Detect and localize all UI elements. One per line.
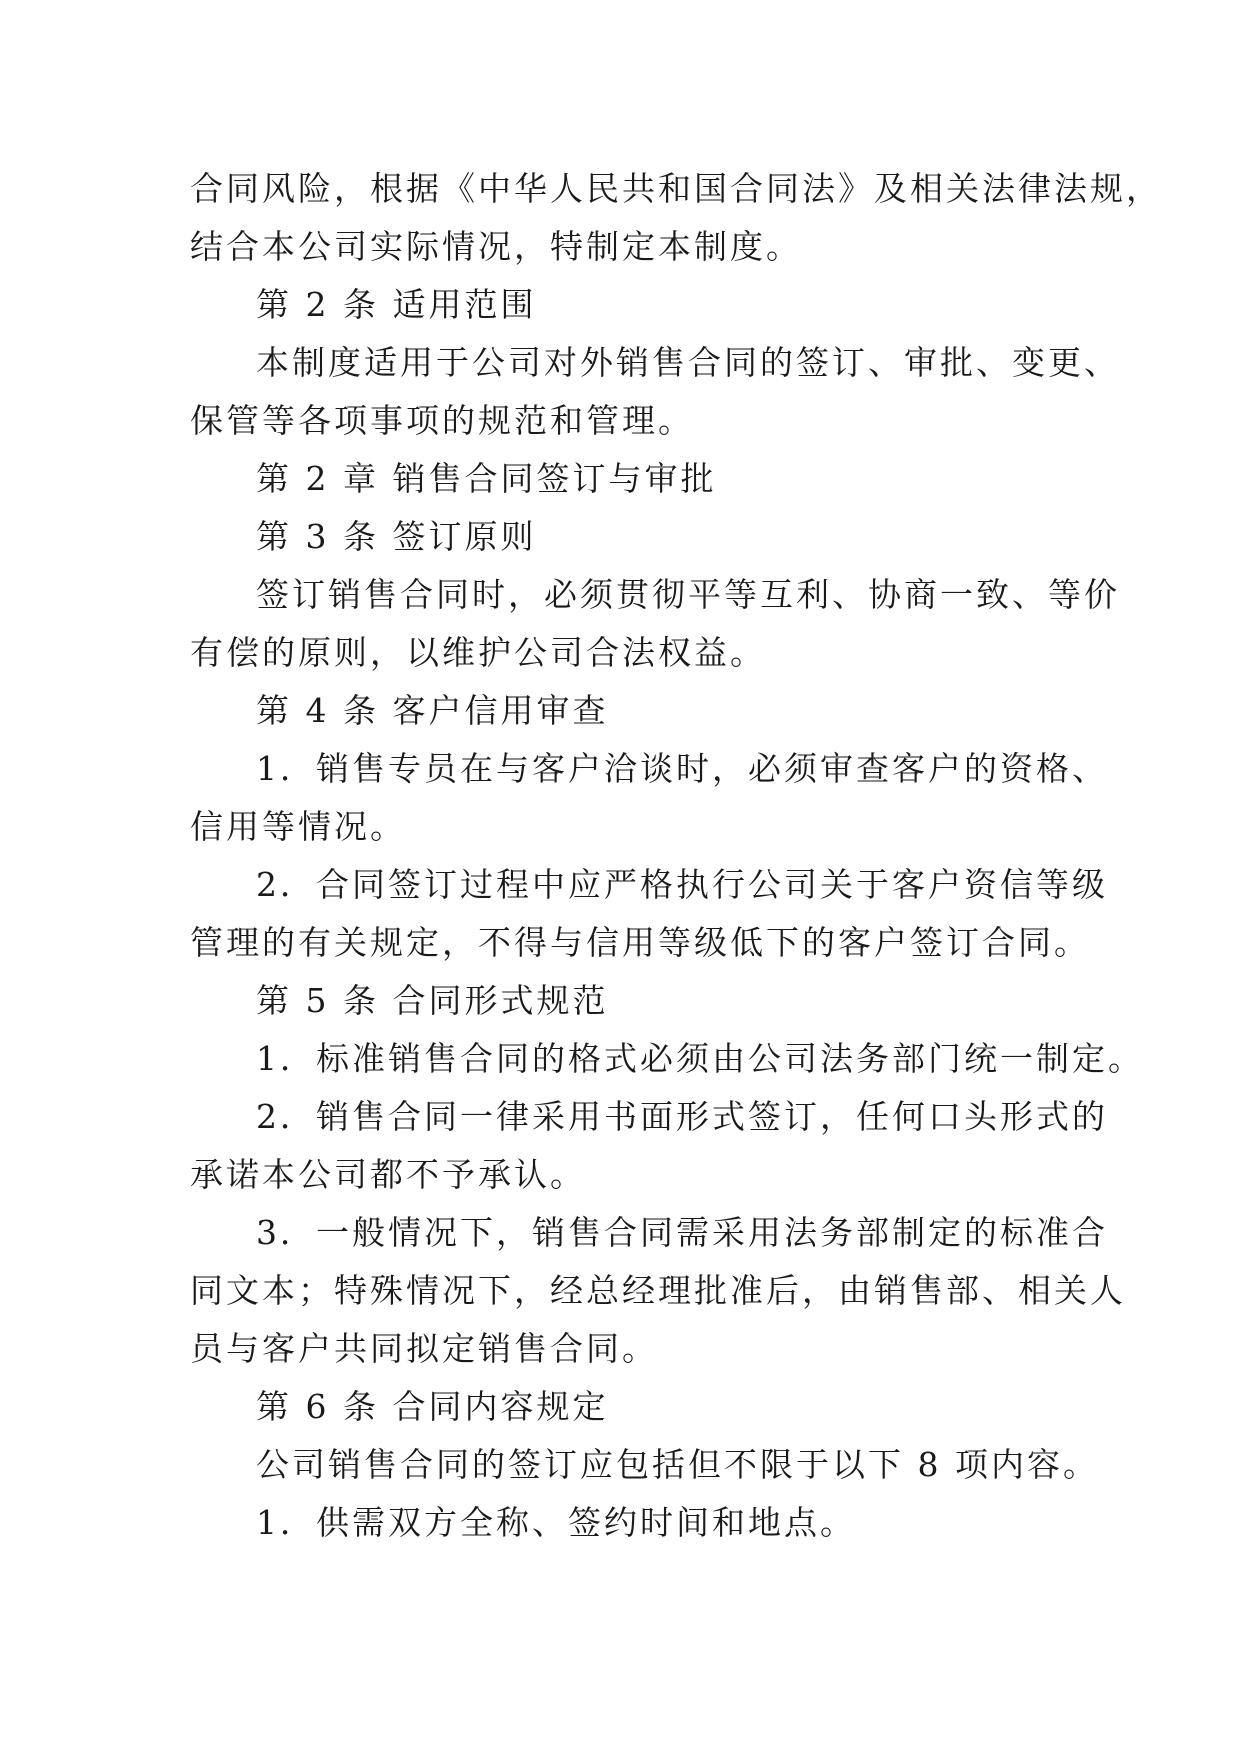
text-line: 合同风险，根据《中华人民共和国合同法》及相关法律法规， [190, 169, 1162, 208]
list-item: 2．合同签订过程中应严格执行公司关于客户资信等级 [256, 865, 1108, 904]
article-heading: 第 6 条 合同内容规定 [256, 1387, 609, 1426]
text-line: 管理的有关规定，不得与信用等级低下的客户签订合同。 [190, 923, 1090, 962]
text-line: 保管等各项事项的规范和管理。 [190, 401, 694, 440]
article-heading: 第 5 条 合同形式规范 [256, 981, 609, 1020]
text-line: 承诺本公司都不予承认。 [190, 1155, 586, 1194]
text-line: 信用等情况。 [190, 807, 406, 846]
chapter-heading: 第 2 章 销售合同签订与审批 [256, 459, 717, 498]
text-line: 员与客户共同拟定销售合同。 [190, 1329, 658, 1368]
article-heading: 第 4 条 客户信用审查 [256, 691, 609, 730]
text-line: 本制度适用于公司对外销售合同的签订、审批、变更、 [256, 343, 1120, 382]
text-line: 公司销售合同的签订应包括但不限于以下 8 项内容。 [256, 1445, 1099, 1484]
list-item: 1．标准销售合同的格式必须由公司法务部门统一制定。 [256, 1039, 1144, 1078]
text-line: 结合本公司实际情况，特制定本制度。 [190, 227, 802, 266]
text-line: 有偿的原则，以维护公司合法权益。 [190, 633, 766, 672]
text-line: 同文本；特殊情况下，经总经理批准后，由销售部、相关人 [190, 1271, 1126, 1310]
document-page [190, 160, 1162, 1552]
article-heading: 第 2 条 适用范围 [256, 285, 537, 324]
list-item: 3．一般情况下，销售合同需采用法务部制定的标准合 [256, 1213, 1108, 1252]
text-line: 签订销售合同时，必须贯彻平等互利、协商一致、等价 [256, 575, 1120, 614]
list-item: 1．供需双方全称、签约时间和地点。 [256, 1503, 856, 1542]
list-item: 2．销售合同一律采用书面形式签订，任何口头形式的 [256, 1097, 1108, 1136]
list-item: 1．销售专员在与客户洽谈时，必须审查客户的资格、 [256, 749, 1108, 788]
article-heading: 第 3 条 签订原则 [256, 517, 537, 556]
